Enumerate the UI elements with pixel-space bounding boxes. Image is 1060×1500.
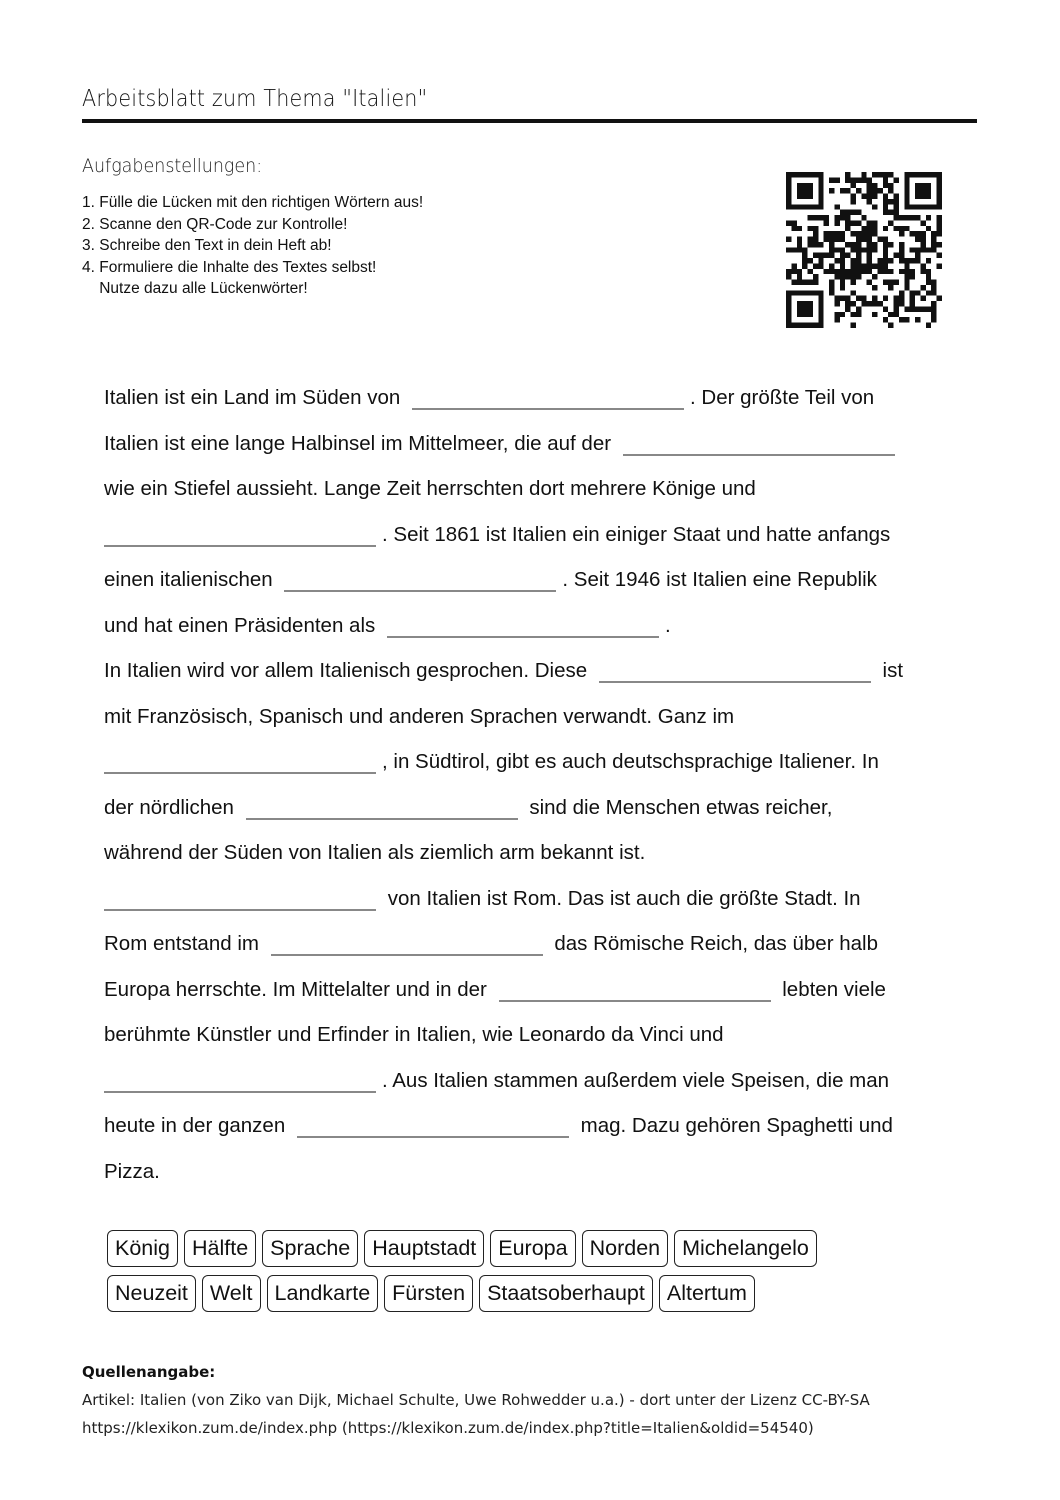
text-segment: , in Südtirol, gibt es auch deutschsprachige Italiener. In — [382, 750, 879, 773]
text-segment: sind die Menschen etwas reicher, — [523, 795, 833, 819]
text-segment: . Aus Italien stammen außerdem viele Speisen, die man — [382, 1068, 890, 1092]
text-line — [104, 921, 964, 967]
word-chip: König — [107, 1230, 178, 1267]
blank-gap[interactable] — [599, 681, 871, 683]
text-segment: lebten viele — [776, 977, 886, 1001]
word-chip: Welt — [202, 1275, 261, 1312]
text-segment: Rom entstand im — [104, 932, 265, 955]
word-chip: Hälfte — [184, 1230, 256, 1267]
text-line — [104, 694, 964, 740]
qr-code-icon — [786, 172, 942, 328]
blank-gap[interactable] — [297, 1136, 569, 1138]
blank-gap[interactable] — [104, 545, 376, 547]
text-line — [104, 830, 964, 876]
title-divider — [82, 119, 977, 123]
text-segment: Europa herrschte. Im Mittelalter und in der — [104, 977, 493, 1001]
word-chip: Staatsoberhaupt — [479, 1275, 653, 1312]
task-item: 3. Schreibe den Text in dein Heft ab! — [82, 237, 332, 254]
word-chip: Landkarte — [267, 1275, 379, 1312]
task-item: 4. Formuliere die Inhalte des Textes selbst! — [82, 258, 377, 276]
word-bank-row — [107, 1230, 817, 1267]
blank-gap[interactable] — [104, 1091, 376, 1093]
text-segment: das Römische Reich, das über halb — [548, 932, 878, 955]
source-heading: Quellenangabe: — [82, 1363, 216, 1381]
text-line — [104, 512, 964, 558]
text-segment: . — [664, 613, 671, 637]
text-segment: In Italien wird vor allem Italienisch gesprochen. Diese — [104, 659, 593, 682]
blank-gap[interactable] — [104, 772, 376, 774]
text-segment: mit Französisch, Spanisch und anderen Sprachen verwandt. Ganz im — [104, 704, 735, 728]
text-segment: heute in der ganzen — [104, 1114, 291, 1137]
text-segment: einen italienischen — [104, 568, 279, 591]
text-segment: wie ein Stiefel aussieht. Lange Zeit herrschten dort mehrere Könige und — [104, 477, 756, 500]
blank-gap[interactable] — [499, 1000, 771, 1002]
text-line — [104, 876, 964, 922]
blank-gap[interactable] — [387, 636, 659, 638]
blank-gap[interactable] — [246, 818, 518, 820]
word-chip: Altertum — [659, 1275, 755, 1312]
text-segment: Pizza. — [104, 1159, 160, 1183]
text-line — [104, 648, 964, 694]
task-item: Nutze dazu alle Lückenwörter! — [82, 280, 308, 297]
text-line — [104, 1058, 964, 1104]
word-chip: Michelangelo — [674, 1230, 817, 1267]
blank-gap[interactable] — [623, 454, 895, 456]
text-segment: berühmte Künstler und Erfinder in Italien, wie Leonardo da Vinci und — [104, 1023, 724, 1046]
text-segment: . Der größte Teil von — [690, 386, 875, 409]
word-bank-row — [107, 1275, 817, 1312]
text-line — [104, 557, 964, 603]
text-segment: Italien ist eine lange Halbinsel im Mittelmeer, die auf der — [104, 431, 617, 455]
text-line — [104, 739, 964, 785]
source-url: https://klexikon.zum.de/index.php (https://klexikon.zum.de/index.php?title=Italien&oldid=54540) — [82, 1419, 814, 1437]
task-item: 1. Fülle die Lücken mit den richtigen Wörtern aus! — [82, 194, 424, 211]
word-chip: Sprache — [262, 1230, 358, 1267]
text-segment: ist — [876, 659, 904, 682]
text-segment: . Seit 1946 ist Italien eine Republik — [562, 568, 877, 591]
blank-gap[interactable] — [104, 909, 376, 911]
text-line — [104, 785, 964, 831]
worksheet-title: Arbeitsblatt zum Thema "Italien" — [82, 86, 428, 112]
text-segment: . Seit 1861 ist Italien ein einiger Staat und hatte anfangs — [382, 522, 891, 546]
task-list — [82, 192, 423, 300]
blank-gap[interactable] — [412, 408, 684, 410]
text-segment: während der Süden von Italien als ziemlich arm bekannt ist. — [104, 841, 646, 864]
text-segment: der nördlichen — [104, 795, 240, 819]
word-bank — [107, 1230, 817, 1320]
word-chip: Neuzeit — [107, 1275, 196, 1312]
text-line — [104, 967, 964, 1013]
blank-gap[interactable] — [271, 954, 543, 956]
text-line — [104, 375, 964, 421]
word-chip: Hauptstadt — [364, 1230, 484, 1267]
text-line — [104, 466, 964, 512]
blank-gap[interactable] — [284, 590, 556, 592]
text-line — [104, 1149, 964, 1195]
text-line — [104, 421, 964, 467]
word-chip: Europa — [490, 1230, 575, 1267]
text-segment: und hat einen Präsidenten als — [104, 613, 381, 637]
text-line — [104, 603, 964, 649]
text-segment: von Italien ist Rom. Das ist auch die größte Stadt. In — [382, 886, 861, 910]
word-chip: Norden — [582, 1230, 669, 1267]
word-chip: Fürsten — [384, 1275, 473, 1312]
text-segment: Italien ist ein Land im Süden von — [104, 386, 406, 409]
cloze-text — [104, 375, 964, 1194]
text-line — [104, 1103, 964, 1149]
source-line: Artikel: Italien (von Ziko van Dijk, Michael Schulte, Uwe Rohwedder u.a.) - dort unter der Lizenz CC-BY-SA — [82, 1391, 870, 1409]
task-item: 2. Scanne den QR-Code zur Kontrolle! — [82, 215, 348, 233]
text-segment: mag. Dazu gehören Spaghetti und — [574, 1114, 893, 1137]
text-line — [104, 1012, 964, 1058]
tasks-heading: Aufgabenstellungen: — [82, 155, 263, 177]
